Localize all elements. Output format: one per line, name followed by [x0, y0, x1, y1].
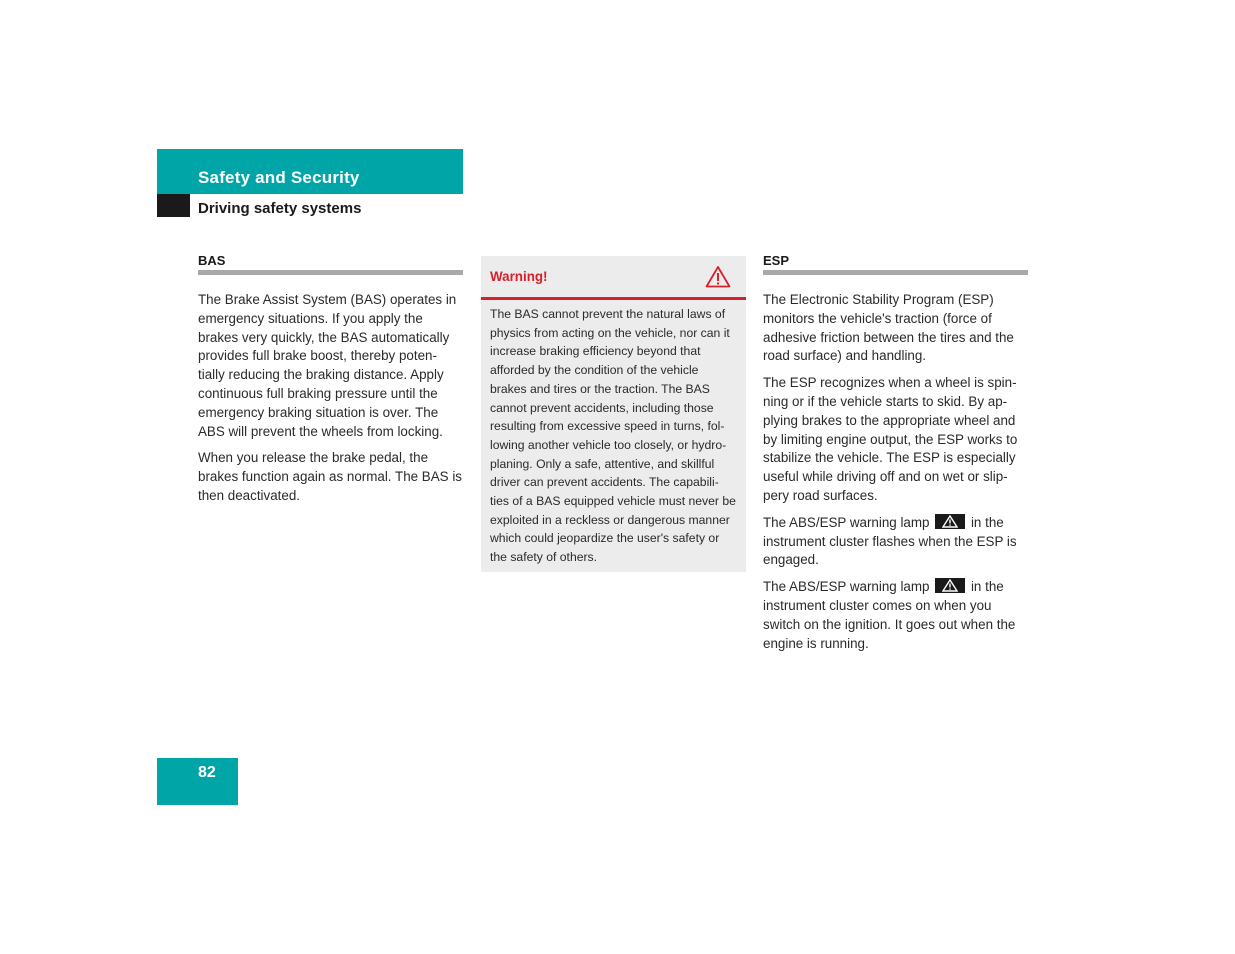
subsection-title: Driving safety systems: [198, 200, 362, 217]
esp-heading: ESP: [763, 253, 1028, 275]
warning-box: [481, 256, 746, 572]
section-title: Safety and Security: [198, 168, 360, 187]
bas-heading: BAS: [198, 253, 463, 275]
warning-header: [481, 256, 746, 300]
esp-paragraph-2: The ESP recognizes when a wheel is spin-ning or if the vehicle starts to skid. By ap-plying brakes to the appropriate wheel and by limiting engine output, the ESP works to stabilize the vehicle. The ESP is especially useful while driving off and on wet or slip-pery road surfaces.: [763, 375, 1018, 503]
bas-column: [198, 253, 463, 514]
esp-paragraph-3-start: The ABS/ESP warning lamp: [763, 514, 930, 530]
bas-paragraph-1: The Brake Assist System (BAS) operates in emergency situations. If you apply the brakes very quickly, the BAS automatically provides full brake boost, thereby poten-tially reducing the braking distance. Apply continuous full braking pressure until the emergency braking situation is over. The ABS will prevent the wheels from locking.: [198, 292, 457, 439]
esp-paragraph-4-start: The ABS/ESP warning lamp: [763, 579, 930, 595]
warning-text: The BAS cannot prevent the natural laws of physics from acting on the vehicle, nor can it increase braking efficiency beyond that afforded by the condition of the vehicle brakes and tires or the traction. The BAS cannot prevent accidents, including those resulting from excessive speed in turns, fol-lowing another vehicle too closely, or hydro-planing. Only a safe, attentive, and skillful driver can prevent accidents. The capabili-ties of a BAS equipped vehicle must never be exploited in a reckless or dangerous manner which could jeopardize the user's safety or the safety of others.: [490, 307, 736, 565]
esp-paragraph-3: [763, 514, 1028, 570]
page-number: 82: [198, 764, 216, 781]
abs-esp-warning-lamp-icon: [935, 578, 965, 593]
bas-paragraph-2: When you release the brake pedal, the brakes function again as normal. The BAS is then deactivated.: [198, 450, 462, 503]
esp-paragraph-3-end: in the instrument cluster flashes when the ESP is engaged.: [763, 514, 1017, 568]
esp-column: [763, 253, 1028, 661]
esp-paragraph-4-end: in the instrument cluster comes on when you switch on the ignition. It goes out when the engine is running.: [763, 579, 1016, 651]
esp-paragraph-4: [763, 578, 1028, 653]
esp-paragraph-1: The Electronic Stability Program (ESP) monitors the vehicle's traction (force of adhesive friction between the tires and the road surface) and handling.: [763, 292, 1014, 364]
warning-triangle-icon: [705, 265, 731, 293]
section-marker: [157, 194, 190, 217]
warning-title: Warning!: [490, 269, 548, 284]
abs-esp-warning-lamp-icon: [935, 514, 965, 529]
